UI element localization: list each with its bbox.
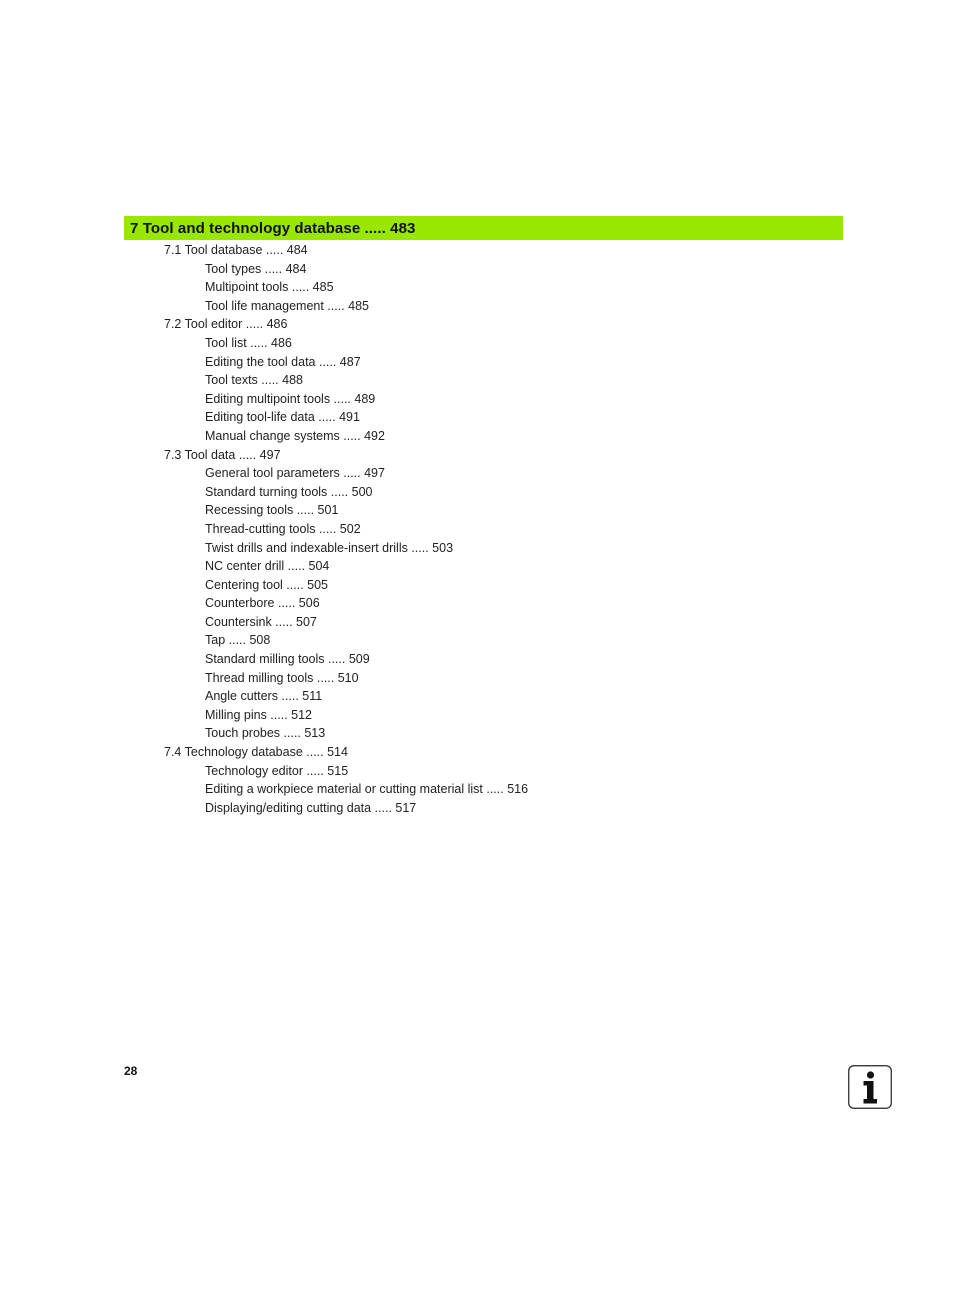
- toc-subsection-entry[interactable]: Editing tool-life data ..... 491: [205, 410, 360, 425]
- toc-subsection-entry[interactable]: General tool parameters ..... 497: [205, 466, 385, 481]
- toc-subsection-entry[interactable]: NC center drill ..... 504: [205, 559, 330, 574]
- chapter-header: [124, 216, 843, 240]
- toc-subsection-entry[interactable]: Manual change systems ..... 492: [205, 428, 385, 443]
- toc-section-entry[interactable]: 7.2 Tool editor ..... 486: [164, 317, 288, 332]
- toc-subsection-entry[interactable]: Centering tool ..... 505: [205, 577, 328, 592]
- chapter-title[interactable]: 7 Tool and technology database ..... 483: [130, 219, 416, 237]
- toc-subsection-entry[interactable]: Displaying/editing cutting data ..... 517: [205, 800, 417, 815]
- toc-subsection-entry[interactable]: Tool texts ..... 488: [205, 373, 303, 388]
- toc-subsection-entry[interactable]: Tap ..... 508: [205, 633, 271, 648]
- toc-subsection-entry[interactable]: Tool list ..... 486: [205, 335, 292, 350]
- toc-subsection-entry[interactable]: Editing a workpiece material or cutting material list ..... 516: [205, 782, 529, 797]
- toc-subsection-entry[interactable]: Countersink ..... 507: [205, 614, 317, 629]
- toc-subsection-entry[interactable]: Thread-cutting tools ..... 502: [205, 521, 361, 536]
- toc-subsection-entry[interactable]: Twist drills and indexable-insert drills ..... 503: [205, 540, 454, 555]
- toc-subsection-entry[interactable]: Technology editor ..... 515: [205, 763, 349, 778]
- toc-subsection-entry[interactable]: Angle cutters ..... 511: [205, 689, 323, 704]
- toc-section-entry[interactable]: 7.4 Technology database ..... 514: [164, 745, 348, 760]
- toc-subsection-entry[interactable]: Editing multipoint tools ..... 489: [205, 391, 376, 406]
- toc-subsection-entry[interactable]: Touch probes ..... 513: [205, 726, 326, 741]
- toc-subsection-entry[interactable]: Tool life management ..... 485: [205, 298, 369, 313]
- info-icon[interactable]: [848, 1065, 892, 1109]
- toc-subsection-entry[interactable]: Milling pins ..... 512: [205, 707, 312, 722]
- toc-subsection-entry[interactable]: Standard milling tools ..... 509: [205, 652, 370, 667]
- toc-subsection-entry[interactable]: Multipoint tools ..... 485: [205, 280, 334, 295]
- page-number: 28: [124, 1064, 138, 1078]
- toc-section-entry[interactable]: 7.1 Tool database ..... 484: [164, 243, 308, 257]
- toc-subsection-entry[interactable]: Recessing tools ..... 501: [205, 503, 339, 518]
- toc-section-entry[interactable]: 7.3 Tool data ..... 497: [164, 447, 281, 462]
- table-of-contents: [0, 241, 954, 817]
- toc-subsection-entry[interactable]: Editing the tool data ..... 487: [205, 354, 361, 369]
- toc-subsection-entry[interactable]: Tool types ..... 484: [205, 261, 307, 276]
- toc-subsection-entry[interactable]: Standard turning tools ..... 500: [205, 484, 373, 499]
- toc-subsection-entry[interactable]: Counterbore ..... 506: [205, 596, 320, 611]
- toc-subsection-entry[interactable]: Thread milling tools ..... 510: [205, 670, 359, 685]
